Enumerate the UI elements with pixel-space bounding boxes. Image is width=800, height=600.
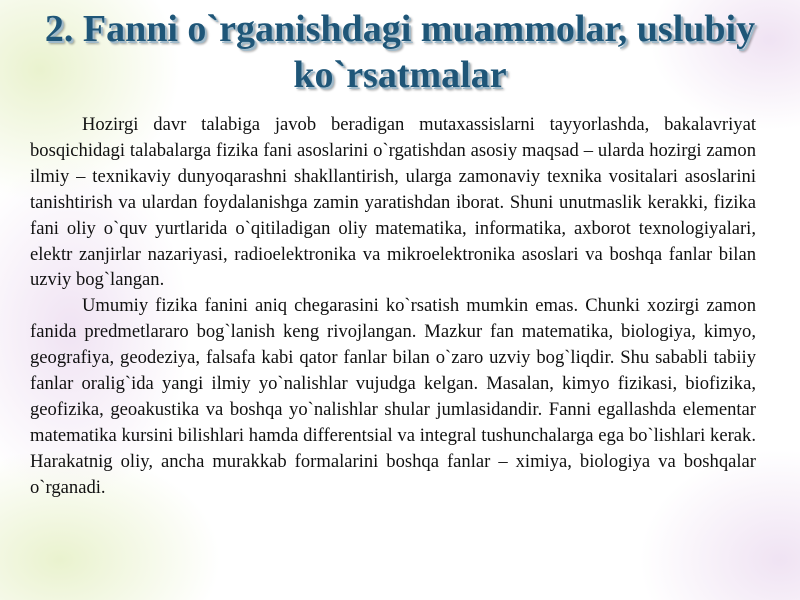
slide-body — [30, 112, 756, 501]
body-paragraph-2: Umumiy fizika fanini aniq chegarasini ko`rsatish mumkin emas. Chunki xozirgi zamon fanida predmetlararo bog`lanish keng rivojlangan. Mazkur fan matematika, biologiya, kimyo, geografiya, geodeziya, falsafa kabi qator fanlar bilan o`zaro uzviy bog`liqdir. Shu sababli tabiiy fanlar oralig`ida yangi ilmiy yo`nalishlar vujudga kelgan. Masalan, kimyo fizikasi, biofizika, geofizika, geoakustika va boshqa yo`nalishlar shular jumlasidandir. Fanni egallashda elementar matematika kursini bilishlari hamda differentsial va integral tushunchalarga ega bo`lishlari kerak. Harakatnig oliy, ancha murakkab formalarini boshqa fanlar – ximiya, biologiya va boshqalar o`rganadi. — [30, 295, 756, 498]
body-paragraph-1: Hozirgi davr talabiga javob beradigan mutaxassislarni tayyorlashda, bakalavriyat bosqichidagi talabalarga fizika fani asoslarini o`rgatishdan asosiy maqsad – ularda hozirgi zamon ilmiy – texnikaviy dunyoqarashni shakllantirish, ularga zamonaviy texnika vositalari asoslarini tanishtirish va ulardan foydalanishga zamin yaratishdan iborat. Shuni unutmaslik kerakki, fizika fani oliy o`quv yurtlarida o`qitiladigan oliy matematika, informatika, axborot texnologiyalari, elektr zanjirlar nazariyasi, radioelektronika va mikroelektronika asoslari va boshqa fanlar bilan uzviy bog`langan. — [30, 114, 756, 291]
slide-title: 2. Fanni o`rganishdagi muammolar, uslubiy ko`rsatmalar — [44, 8, 756, 96]
